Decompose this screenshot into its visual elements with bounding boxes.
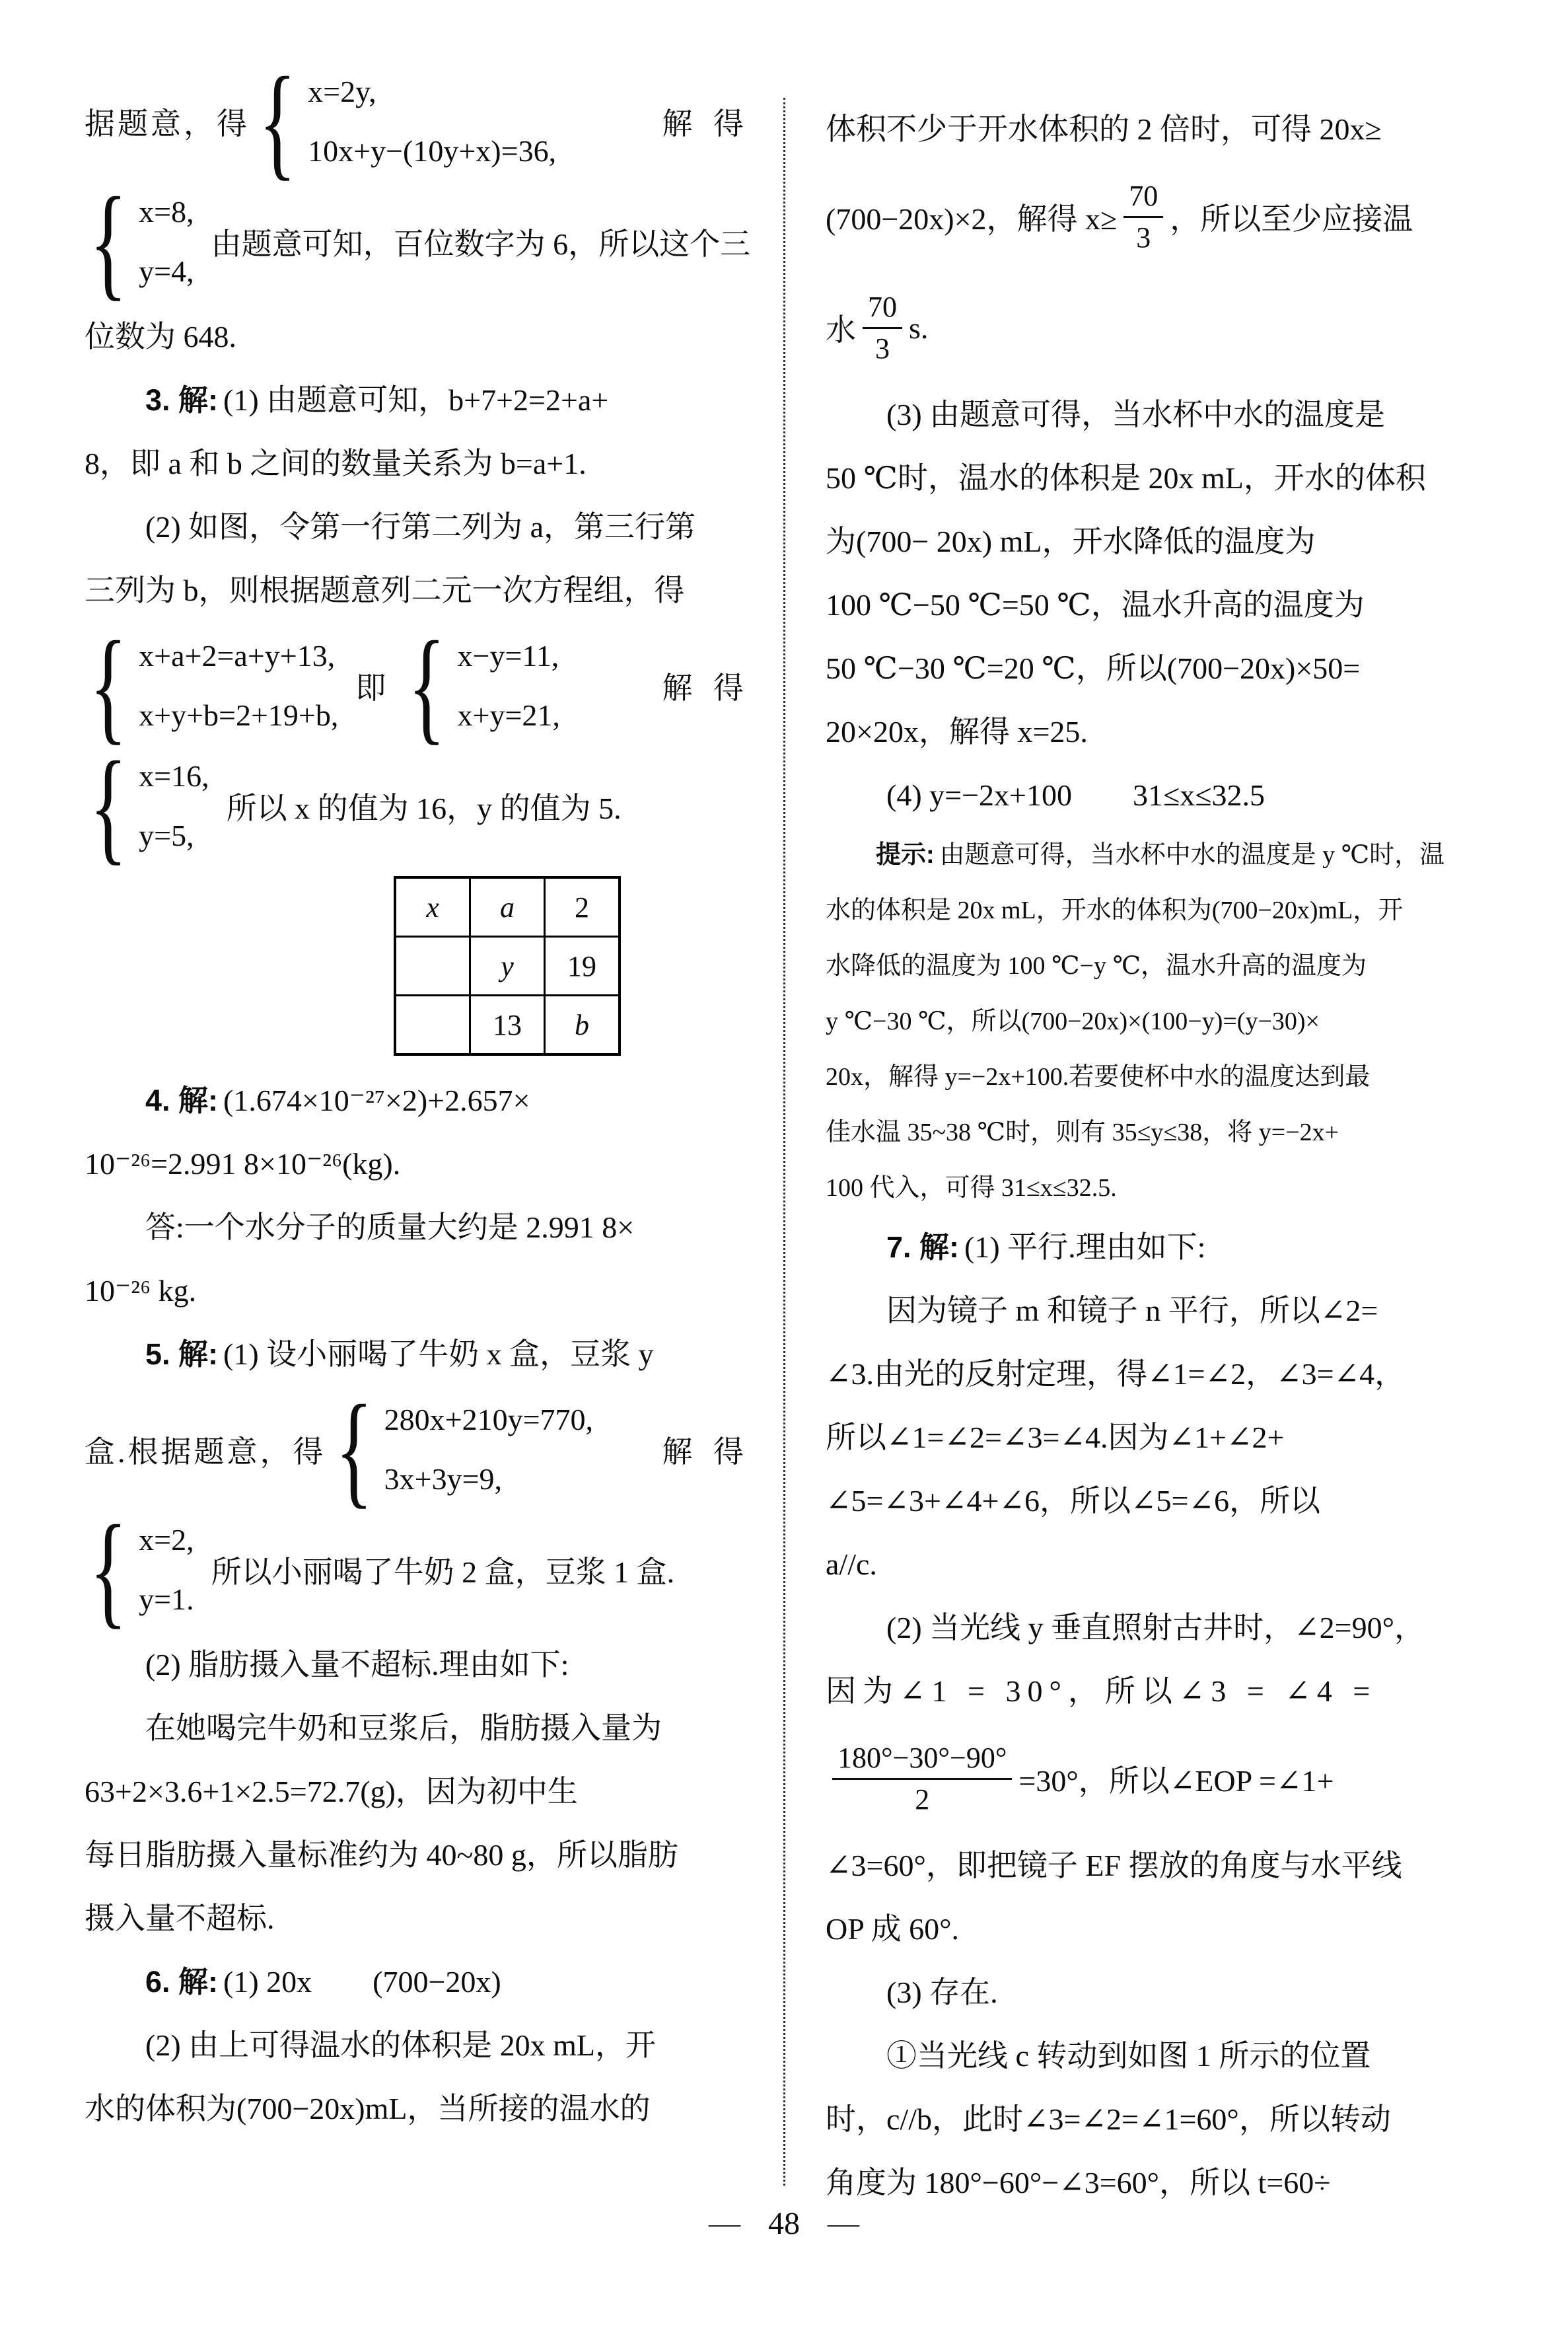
problem-label: 5. 解:	[145, 1337, 219, 1371]
equation: x=2,	[139, 1523, 194, 1557]
text-line: 三列为 b，则根据题意列二元一次方程组，得	[85, 573, 685, 607]
solution-6-start	[85, 1950, 750, 2014]
hint-line: 佳水温 35~38 ℃时，则有 35≤y≤38，将 y=−2x+	[826, 1119, 1339, 1146]
hint-line: 100 代入，可得 31≤x≤32.5.	[826, 1174, 1117, 1202]
text-segment: =30°，所以∠EOP =∠1+	[1018, 1764, 1334, 1798]
equation-system-6	[85, 1499, 750, 1640]
equation: 10x+y−(10y+x)=36,	[308, 134, 557, 168]
table-cell: x	[395, 877, 470, 937]
brace-glyph: {	[258, 51, 297, 192]
equation: y=1.	[139, 1582, 194, 1616]
table-cell: 13	[470, 996, 545, 1055]
text-line: 63+2×3.6+1×2.5=72.7(g)，因为初中生	[85, 1775, 578, 1808]
text-line: (1) 20x (700−20x)	[223, 1965, 501, 1999]
brace-glyph: {	[89, 615, 127, 756]
figure-table-wrapper	[394, 876, 750, 1056]
fraction-denominator: 2	[915, 1783, 930, 1816]
equation: x=16,	[139, 759, 209, 793]
fraction-denominator: 3	[875, 332, 890, 365]
text-line: 水的体积为(700−20x)mL，当所接的温水的	[85, 2092, 651, 2125]
equation-system-4	[85, 735, 750, 876]
equation: x+y=21,	[457, 698, 560, 732]
system-note: 所以 x 的值为 16，y 的值为 5.	[226, 792, 622, 825]
system-suffix: 解 得	[662, 107, 750, 141]
text-line: 20×20x，解得 x=25.	[826, 715, 1088, 749]
text-line: (1) 平行.理由如下:	[964, 1230, 1206, 1264]
text-line: 10⁻²⁶ kg.	[85, 1274, 197, 1308]
figure-table	[394, 876, 621, 1056]
text-line: 答:一个水分子的质量大约是 2.991 8×	[145, 1210, 635, 1244]
text-line: OP 成 60°.	[826, 1912, 959, 1946]
table-cell: b	[545, 996, 620, 1055]
system-suffix: 解 得	[662, 671, 750, 705]
equation-system-2	[85, 171, 751, 312]
text-line: 角度为 180°−60°−∠3=60°，所以 t=60÷	[826, 2166, 1331, 2199]
text-line: (2) 当光线 y 垂直照射古井时，∠2=90°，	[886, 1611, 1425, 1644]
hint-line: 20x，解得 y=−2x+100.若要使杯中水的温度达到最	[826, 1063, 1371, 1091]
text-line: 10⁻²⁶=2.991 8×10⁻²⁶(kg).	[85, 1147, 401, 1181]
solution-4-start	[85, 1069, 750, 1132]
brace-glyph: {	[89, 1499, 127, 1640]
hint-line: y ℃−30 ℃，所以(700−20x)×(100−y)=(y−30)×	[826, 1008, 1320, 1035]
text-line: 50 ℃时，温水的体积是 20x mL，开水的体积	[826, 461, 1426, 495]
equation: 3x+3y=9,	[384, 1462, 503, 1496]
text-line: 所以∠1=∠2=∠3=∠4.因为∠1+∠2+	[826, 1421, 1285, 1454]
text-line: (2) 脂肪摄入量不超标.理由如下:	[145, 1648, 569, 1681]
text-line: 为(700− 20x) mL，开水降低的温度为	[826, 525, 1316, 558]
fraction	[832, 1742, 1012, 1816]
hint-start	[826, 827, 1493, 883]
equations	[139, 629, 338, 743]
problem-label: 6. 解:	[145, 1965, 219, 1999]
solution-3-start	[85, 369, 750, 432]
solution-7-start	[826, 1216, 1493, 1279]
text-segment: (700−20x)×2，解得 x≥	[826, 202, 1118, 236]
fraction-numerator: 70	[863, 291, 902, 328]
table-row	[395, 937, 620, 996]
fraction-line	[826, 1723, 1493, 1834]
hint-line: 水降低的温度为 100 ℃−y ℃，温水升高的温度为	[826, 952, 1367, 980]
brace-glyph: {	[408, 615, 446, 756]
text-line: ∠5=∠3+∠4+∠6，所以∠5=∠6，所以	[826, 1484, 1321, 1518]
equation-system-3	[85, 615, 750, 756]
table-cell	[395, 937, 470, 996]
system-connector: 即	[355, 671, 386, 705]
text-segment: s.	[909, 311, 929, 345]
equation: y=5,	[139, 819, 194, 852]
table-row	[395, 996, 620, 1055]
equation: x+a+2=a+y+13,	[139, 639, 336, 673]
fraction-line	[826, 161, 1493, 272]
fraction-line	[826, 272, 1493, 383]
text-line: (2) 如图，令第一行第二列为 a，第三行第	[145, 510, 696, 544]
problem-label: 3. 解:	[145, 383, 219, 417]
system-prefix: 盒.根据题意，得	[85, 1435, 326, 1469]
column-divider	[783, 98, 785, 2186]
hint-line: 由题意可得，当水杯中水的温度是 y ℃时，温	[939, 841, 1445, 869]
text-line: 因为镜子 m 和镜子 n 平行，所以∠2=	[886, 1294, 1378, 1327]
text-line: 体积不少于开水体积的 2 倍时，可得 20x≥	[826, 112, 1382, 146]
text-line: a//c.	[826, 1547, 877, 1581]
text-segment: 水	[826, 313, 856, 347]
table-cell: a	[470, 877, 545, 937]
text-line: 50 ℃−30 ℃=20 ℃，所以(700−20x)×50=	[826, 651, 1361, 685]
page-footer	[0, 2205, 1568, 2242]
equation: y=4,	[139, 254, 194, 288]
text-line: ∠3.由光的反射定理，得∠1=∠2，∠3=∠4，	[826, 1357, 1406, 1391]
equation: 280x+210y=770,	[384, 1403, 594, 1436]
equations	[308, 65, 556, 178]
table-cell: 2	[545, 877, 620, 937]
text-line: ∠3=60°，即把镜子 EF 摆放的角度与水平线	[826, 1849, 1402, 1882]
text-line: (3) 存在.	[886, 1975, 998, 2009]
equation: x+y+b=2+19+b,	[139, 698, 339, 732]
right-column	[826, 98, 1493, 2215]
problem-label: 4. 解:	[145, 1084, 219, 1117]
table-cell	[395, 996, 470, 1055]
fraction-numerator: 180°−30°−90°	[832, 1742, 1012, 1779]
system-prefix: 据题意，得	[85, 107, 250, 141]
table-row	[395, 877, 620, 937]
equations	[139, 185, 194, 299]
equation: x−y=11,	[457, 639, 559, 673]
equation: x=8,	[139, 195, 194, 229]
system-note: 所以小丽喝了牛奶 2 盒，豆浆 1 盒.	[211, 1555, 675, 1589]
fraction-numerator: 70	[1123, 180, 1163, 217]
equations	[384, 1393, 593, 1506]
system-note: 由题意可知，百位数字为 6，所以这个三	[211, 227, 751, 261]
equations	[458, 629, 560, 743]
text-line: (1.674×10⁻²⁷×2)+2.657×	[223, 1084, 530, 1117]
text-line: (4) y=−2x+100 31≤x≤32.5	[886, 778, 1265, 812]
text-line: 因为∠1 = 30°，所以∠3 = ∠4 =	[826, 1674, 1377, 1708]
text-line: (2) 由上可得温水的体积是 20x mL，开	[145, 2028, 657, 2062]
text-line: 时，c//b，此时∠3=∠2=∠1=60°，所以转动	[826, 2102, 1391, 2136]
fraction	[1123, 180, 1163, 254]
left-column	[85, 51, 751, 2141]
text-line: 在她喝完牛奶和豆浆后，脂肪摄入量为	[145, 1711, 662, 1745]
brace-glyph: {	[89, 171, 127, 312]
brace-glyph: {	[89, 735, 127, 876]
system-suffix: 解 得	[662, 1435, 750, 1469]
text-line: 摄入量不超标.	[85, 1901, 275, 1935]
equations	[139, 749, 209, 863]
text-line: 每日脂肪摄入量标准约为 40~80 g，所以脂肪	[85, 1838, 678, 1872]
text-line: 位数为 648.	[85, 320, 236, 353]
text-line: (1) 设小丽喝了牛奶 x 盒，豆浆 y	[223, 1337, 654, 1371]
fraction	[863, 291, 902, 365]
equation: x=2y,	[308, 75, 376, 108]
solution-5-start	[85, 1323, 750, 1386]
brace-glyph: {	[335, 1379, 373, 1520]
table-cell: y	[470, 937, 545, 996]
text-line: (3) 由题意可得，当水杯中水的温度是	[886, 398, 1386, 431]
equation-system-5	[85, 1379, 750, 1520]
hint-line: 水的体积是 20x mL，开水的体积为(700−20x)mL，开	[826, 897, 1404, 924]
text-line: 100 ℃−50 ℃=50 ℃，温水升高的温度为	[826, 588, 1365, 622]
footer-dash-right: —	[828, 2209, 859, 2238]
problem-label: 7. 解:	[886, 1230, 960, 1264]
equation-system-1	[85, 51, 750, 192]
hint-label: 提示:	[876, 841, 935, 869]
text-line: 8，即 a 和 b 之间的数量关系为 b=a+1.	[85, 447, 587, 480]
text-line: ①当光线 c 转动到如图 1 所示的位置	[886, 2039, 1371, 2073]
footer-dash-left: —	[709, 2209, 740, 2238]
equations	[139, 1513, 194, 1627]
page-number: 48	[768, 2206, 800, 2241]
text-line: (1) 由题意可知，b+7+2=2+a+	[223, 383, 609, 417]
table-cell: 19	[545, 937, 620, 996]
fraction-denominator: 3	[1136, 221, 1151, 254]
text-segment: ，所以至少应接温	[1170, 202, 1413, 236]
